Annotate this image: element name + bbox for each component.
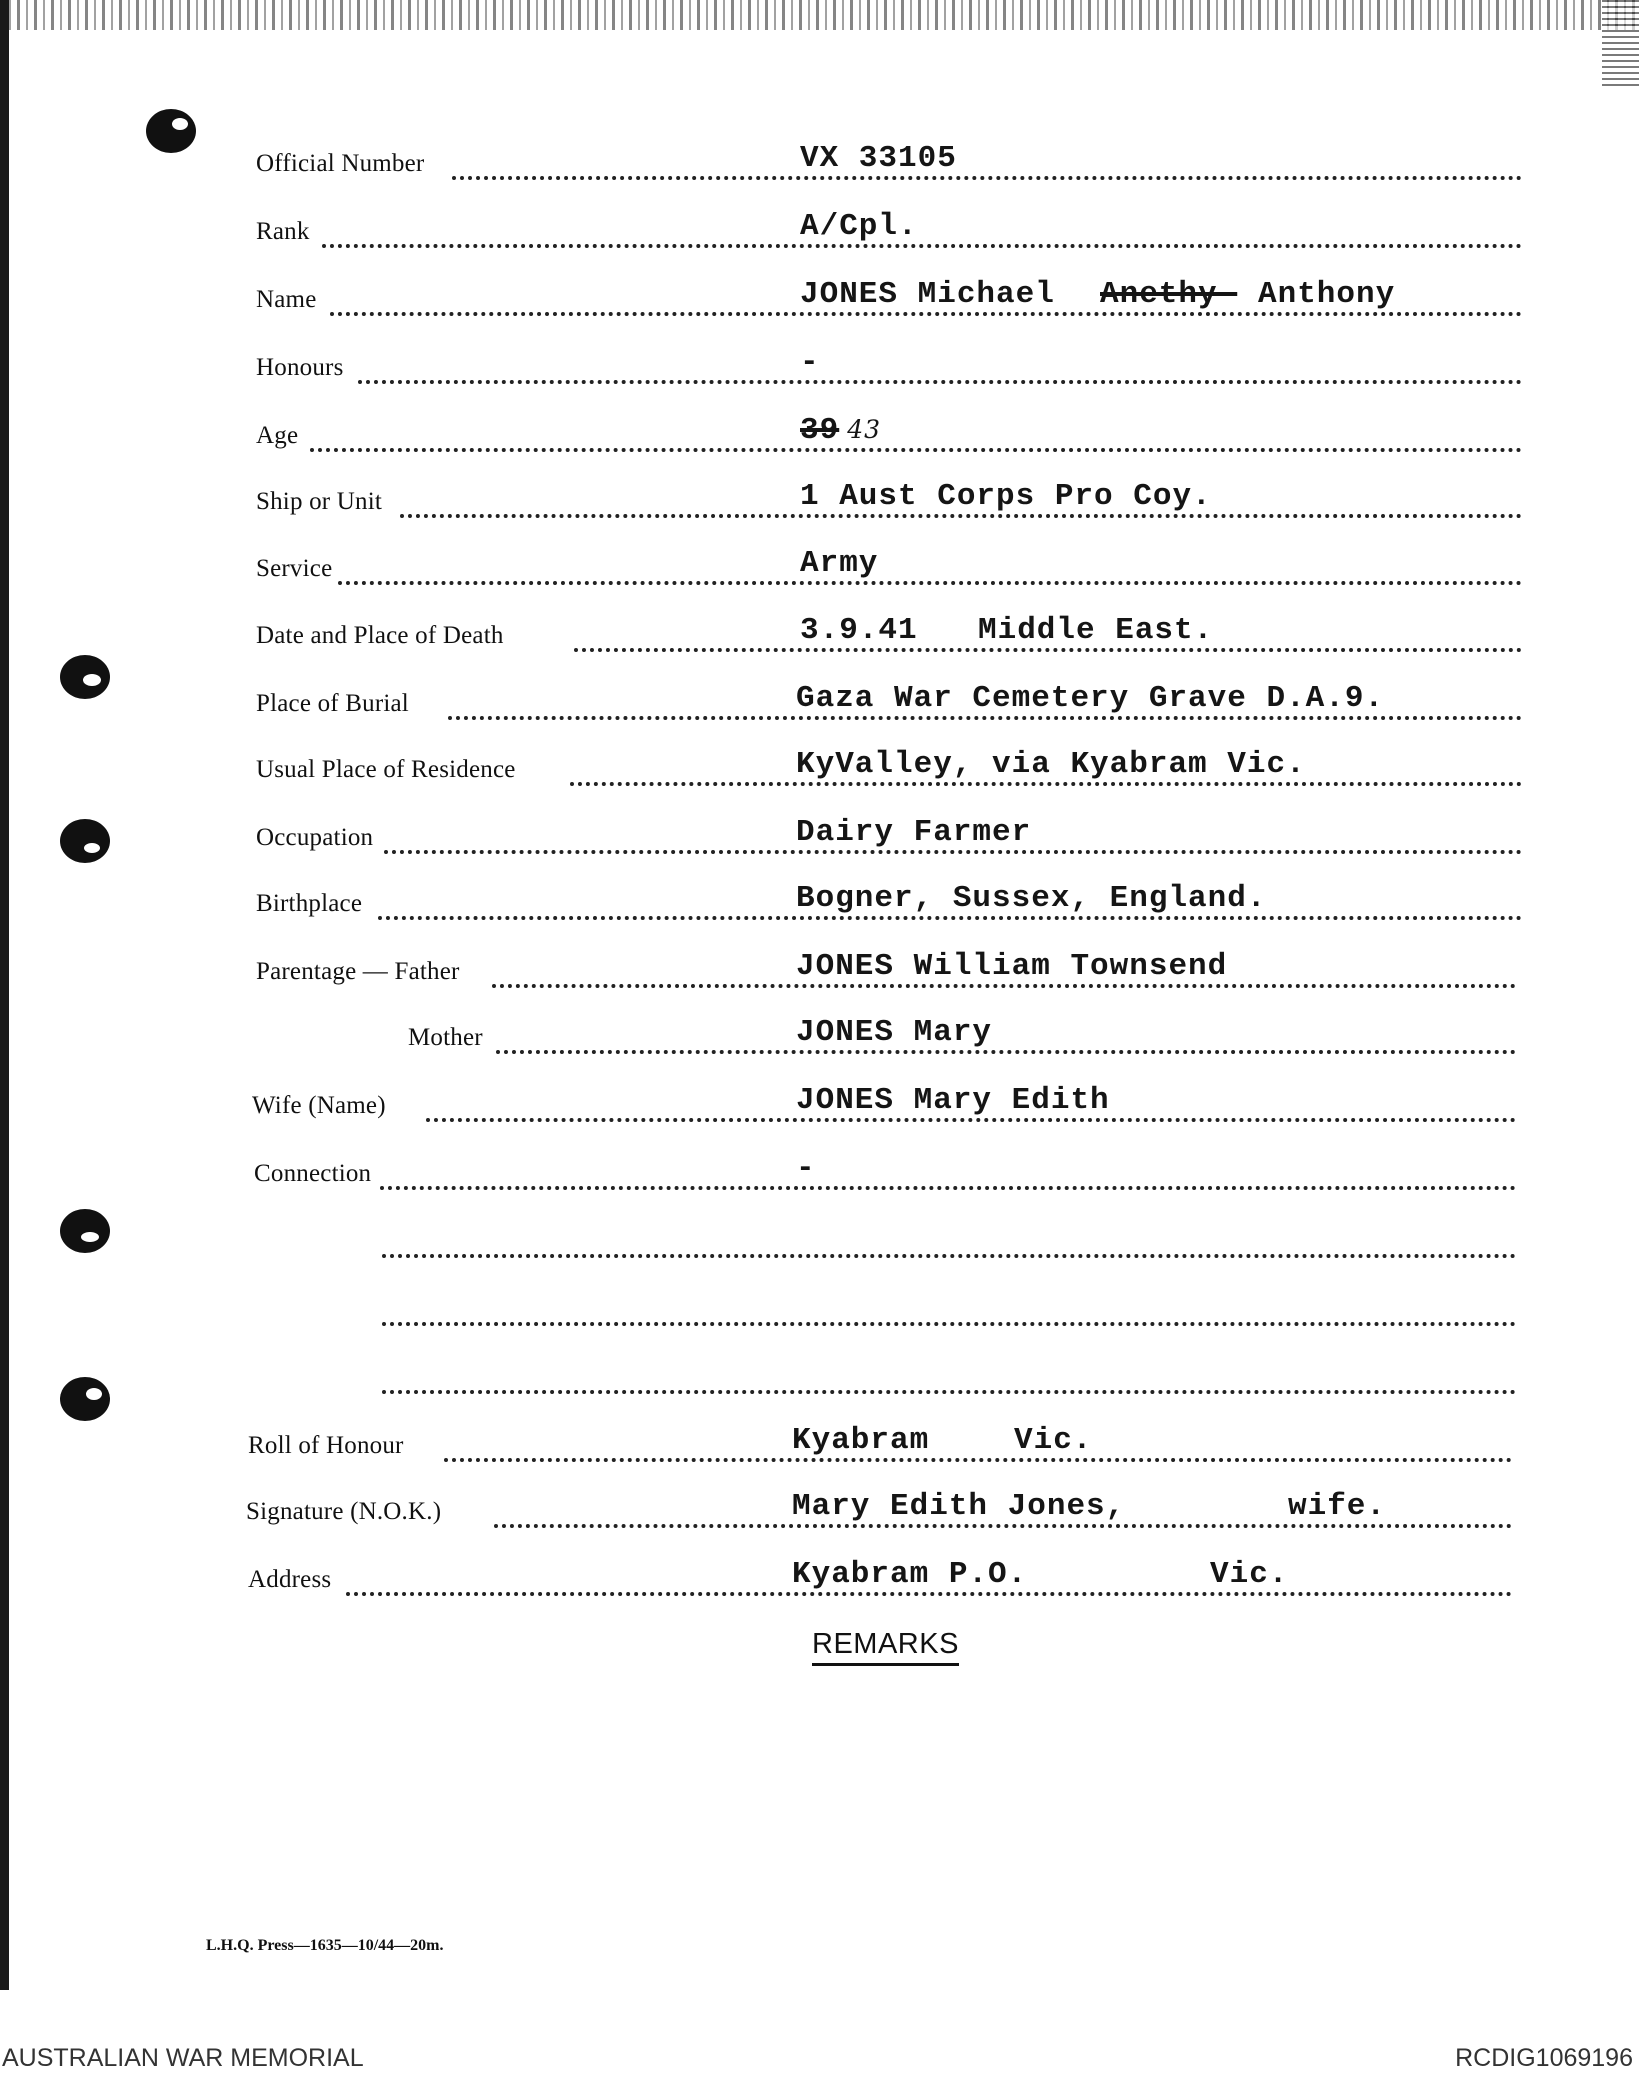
dotted-line — [574, 648, 1522, 652]
field-age — [0, 413, 1639, 458]
field-value: JONES Mary — [796, 1015, 993, 1050]
field-honours — [0, 345, 1639, 390]
dotted-line — [448, 716, 1522, 720]
field-death — [0, 613, 1639, 658]
field-value: KyValley, via Kyabram Vic. — [796, 747, 1306, 782]
dotted-line — [492, 984, 1516, 988]
field-label: Age — [256, 422, 299, 449]
dotted-line — [358, 380, 1522, 384]
field-ship-unit — [0, 479, 1639, 524]
field-address — [0, 1557, 1639, 1602]
dotted-line — [330, 312, 1522, 316]
field-label: Honours — [256, 354, 344, 381]
field-label: Birthplace — [256, 890, 363, 917]
age-value-group — [800, 413, 881, 448]
blank-line — [0, 1224, 1639, 1264]
field-wife — [0, 1083, 1639, 1128]
field-value: Army — [800, 546, 879, 581]
field-label: Date and Place of Death — [256, 622, 504, 649]
field-label: Name — [256, 286, 317, 313]
field-rank — [0, 209, 1639, 254]
dotted-line — [494, 1524, 1512, 1528]
field-value: wife. — [1288, 1489, 1387, 1524]
field-value: Vic. — [1014, 1423, 1093, 1458]
dotted-line — [444, 1458, 1512, 1462]
dotted-line — [380, 1186, 1516, 1190]
struck-value: Anethy- — [1100, 277, 1238, 312]
field-occupation — [0, 815, 1639, 860]
field-label: Address — [248, 1566, 332, 1593]
field-value: A/Cpl. — [800, 209, 918, 244]
field-service — [0, 546, 1639, 591]
field-name — [0, 277, 1639, 322]
field-value: - — [800, 345, 820, 380]
press-mark: L.H.Q. Press—1635—10/44—20m. — [206, 1937, 444, 1954]
field-value: Kyabram — [792, 1423, 930, 1458]
blank-line — [0, 1292, 1639, 1332]
field-label: Ship or Unit — [256, 488, 383, 515]
dotted-line — [378, 916, 1522, 920]
dotted-line — [384, 850, 1522, 854]
dotted-line — [382, 1390, 1516, 1394]
field-label: Official Number — [256, 150, 425, 177]
field-mother — [0, 1015, 1639, 1060]
footer-record-id: RCDIG1069196 — [1455, 2044, 1633, 2072]
dotted-line — [382, 1322, 1516, 1326]
field-roll-of-honour — [0, 1423, 1639, 1468]
field-value: Kyabram P.O. — [792, 1557, 1028, 1592]
field-official-number — [0, 141, 1639, 186]
field-value: VX 33105 — [800, 141, 957, 176]
dotted-line — [452, 176, 1522, 180]
field-burial — [0, 681, 1639, 726]
field-value: - — [796, 1151, 816, 1186]
dotted-line — [426, 1118, 1516, 1122]
field-label: Roll of Honour — [248, 1432, 404, 1459]
field-value: JONES Mary Edith — [796, 1083, 1110, 1118]
field-label: Service — [256, 555, 333, 582]
field-label: Parentage — Father — [256, 958, 460, 985]
dotted-line — [310, 448, 1522, 452]
field-label: Wife (Name) — [252, 1092, 386, 1119]
field-value: Vic. — [1210, 1557, 1289, 1592]
remarks-heading: REMARKS — [812, 1628, 959, 1666]
field-connection — [0, 1151, 1639, 1196]
field-label: Rank — [256, 218, 310, 245]
field-value: Anthony — [1258, 277, 1396, 312]
dotted-line — [322, 244, 1522, 248]
field-value: 3.9.41 — [800, 613, 918, 648]
field-value: Dairy Farmer — [796, 815, 1032, 850]
field-label: Occupation — [256, 824, 374, 851]
dotted-line — [338, 581, 1522, 585]
field-label: Signature (N.O.K.) — [246, 1498, 442, 1525]
field-label: Mother — [408, 1024, 483, 1051]
field-value: 1 Aust Corps Pro Coy. — [800, 479, 1212, 514]
dotted-line — [496, 1050, 1516, 1054]
footer-archive-name: AUSTRALIAN WAR MEMORIAL — [2, 2044, 364, 2072]
blank-line — [0, 1360, 1639, 1400]
field-value: JONES William Townsend — [796, 949, 1228, 984]
scan-top-edge — [0, 0, 1639, 30]
field-label: Place of Burial — [256, 690, 409, 717]
dotted-line — [346, 1592, 1512, 1596]
field-value: Gaza War Cemetery Grave D.A.9. — [796, 681, 1385, 716]
dotted-line — [400, 514, 1522, 518]
field-signature — [0, 1489, 1639, 1534]
field-value: Bogner, Sussex, England. — [796, 881, 1267, 916]
field-label: Usual Place of Residence — [256, 756, 516, 783]
field-birthplace — [0, 881, 1639, 926]
dotted-line — [382, 1254, 1516, 1258]
field-label: Connection — [254, 1160, 372, 1187]
struck-value: 39 — [800, 413, 840, 448]
field-value: JONES Michael — [800, 277, 1055, 312]
field-father — [0, 949, 1639, 994]
dotted-line — [570, 782, 1522, 786]
scan-right-edge — [1602, 0, 1639, 90]
field-value: Mary Edith Jones, — [792, 1489, 1126, 1524]
handwritten-value: 43 — [847, 415, 882, 444]
field-residence — [0, 747, 1639, 792]
field-value: Middle East. — [978, 613, 1214, 648]
